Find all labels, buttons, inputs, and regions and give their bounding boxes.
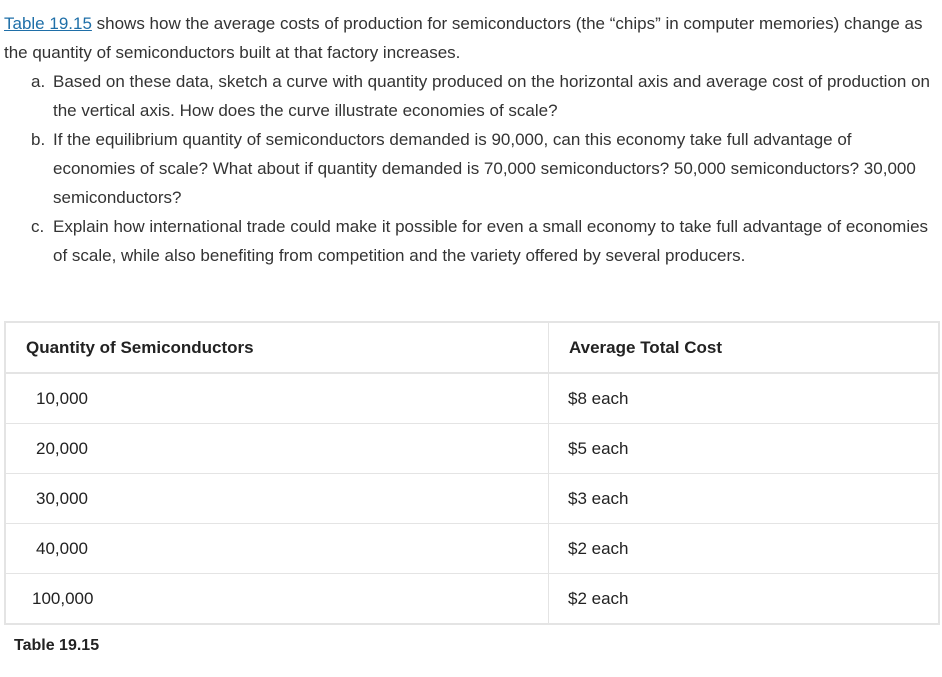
question-text: Explain how international trade could make it possible for even a small economy to take full advantage of economies of scale, while also benefiting from competition and the variety offered by several producers. [53,217,929,265]
question-item-c [4,212,936,270]
exercise-prompt [4,9,936,270]
table-caption: Table 19.15 [14,637,100,654]
table-row [5,474,939,524]
question-item-b [4,125,936,212]
cell-cost: $3 each [549,474,940,524]
semiconductor-cost-table [4,321,940,625]
question-text: If the equilibrium quantity of semiconductors demanded is 90,000, can this economy take full advantage of economies of scale? What about if quantity demanded is 70,000 semiconductors? 50,000 semiconductors? 30,000 semiconductors? [53,130,916,207]
table-row [5,424,939,474]
cell-quantity: 10,000 [5,373,549,424]
intro-text: shows how the average costs of production for semiconductors (the “chips” in computer memories) change as the quantity of semiconductors built at that factory increases. [4,14,923,62]
question-marker: b. [31,130,46,149]
cell-cost: $2 each [549,524,940,574]
cell-cost: $2 each [549,574,940,625]
question-marker: c. [31,217,45,236]
cell-quantity: 40,000 [5,524,549,574]
cell-cost: $8 each [549,373,940,424]
question-text: Based on these data, sketch a curve with quantity produced on the horizontal axis and average cost of production on the vertical axis. How does the curve illustrate economies of scale? [53,72,931,120]
header-average-total-cost: Average Total Cost [549,322,940,373]
table-row [5,524,939,574]
question-marker: a. [31,72,46,91]
question-item-a [4,67,936,125]
cell-quantity: 100,000 [5,574,549,625]
question-list [4,67,936,270]
header-quantity: Quantity of Semiconductors [5,322,549,373]
cell-quantity: 30,000 [5,474,549,524]
table-link[interactable]: Table 19.15 [4,14,92,33]
table-header-row [5,322,939,373]
cell-quantity: 20,000 [5,424,549,474]
table-row [5,373,939,424]
table-row [5,574,939,625]
cell-cost: $5 each [549,424,940,474]
